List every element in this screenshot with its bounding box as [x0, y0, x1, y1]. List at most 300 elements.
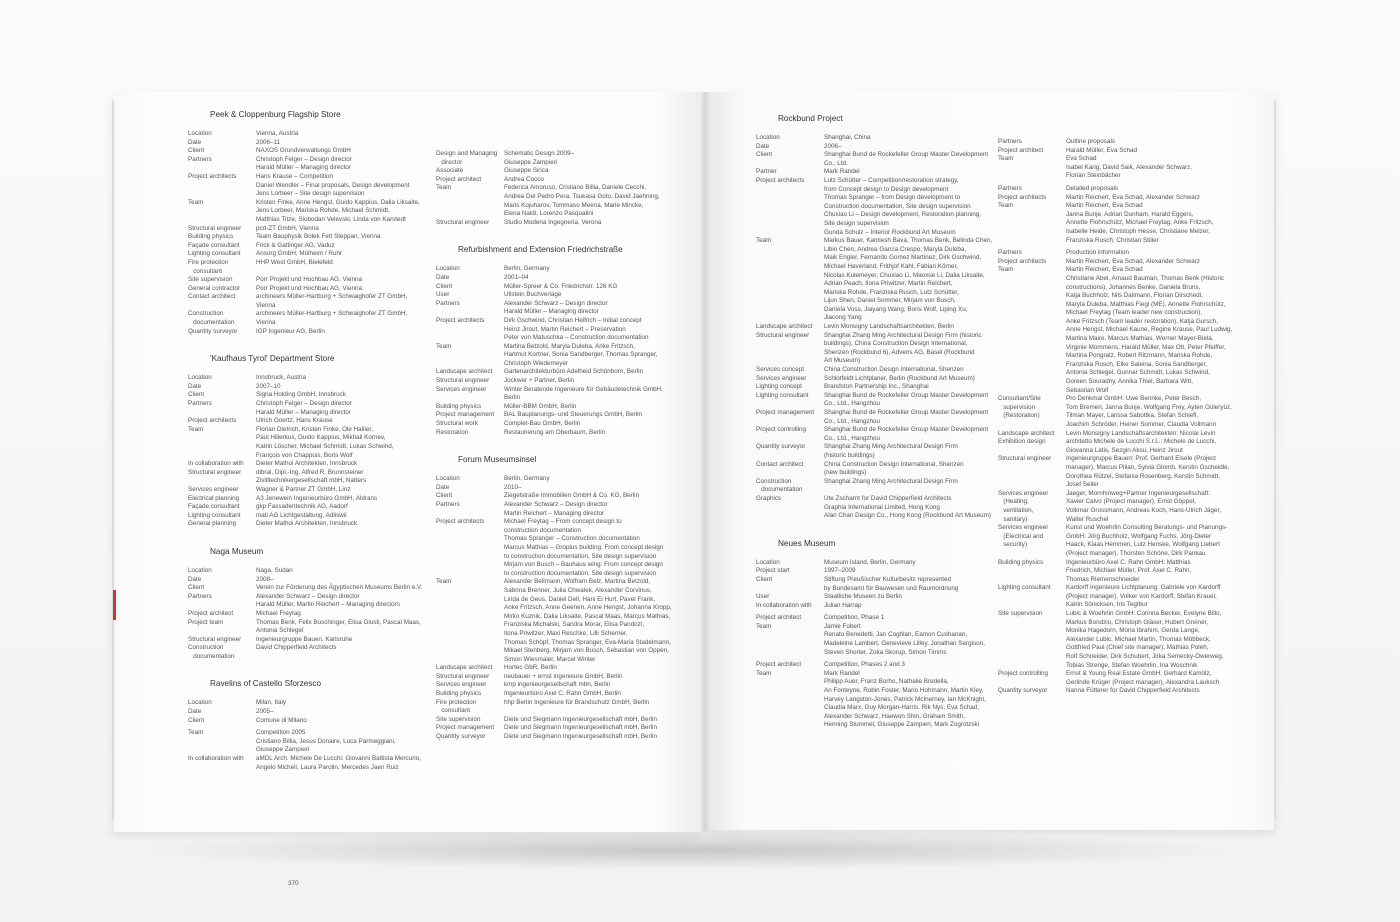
- credit-row: [436, 300, 688, 317]
- credit-value: Federica Amoruso, Cristiano Billia, Daniele Cecchi, Andrea Del Pedro Pera, Tsukasa Goto, David Jaehning, Maris Kojuharov, Tommaso Meena, Marie Mincke, Elena Naldi, Lorenzo Pasqualini: [504, 184, 660, 218]
- credit-value: Giuseppe Sirica: [504, 167, 549, 175]
- credit-value: Ernst & Young Real Estate GmbH: Gerhard Kamölz, Gerlinde Krüger (Project manager), Alexandra Lauksch: [1066, 670, 1220, 686]
- credit-label: Partners: [188, 592, 212, 600]
- credit-value: Comune di Milano: [256, 716, 307, 724]
- credit-label: Site supervision: [188, 276, 233, 284]
- credit-value: Nanna Fütterer for David Chipperfield Architects: [1066, 687, 1200, 695]
- credit-label: Restoration: [436, 428, 469, 436]
- credits-section: [188, 679, 426, 772]
- credit-label: Quantity surveyor: [436, 733, 486, 741]
- credit-label: Building physics: [188, 233, 234, 241]
- credit-label: Consultant/Site supervision (Restoration): [998, 395, 1041, 420]
- right-page-column-1: [756, 114, 994, 748]
- credit-value: Ullstein Buchverlage: [504, 291, 562, 299]
- credit-row: [188, 644, 426, 661]
- credit-value: BAL Bauplanungs- und Steuerungs GmbH, Berlin: [504, 411, 643, 419]
- credit-value: Jockwer + Partner, Berlin: [504, 377, 575, 385]
- credit-label: Services concept: [756, 366, 804, 374]
- credits-section: [188, 547, 426, 662]
- credit-value: Alexander Schwarz – Design director Martin Reichert – Managing director: [504, 501, 608, 517]
- credit-value: Vienna, Austria: [256, 130, 299, 137]
- credit-row: [756, 602, 994, 611]
- credit-row: [188, 199, 426, 225]
- credit-row: [188, 310, 426, 327]
- left-page-column-1: [188, 110, 426, 790]
- credit-label: Client: [188, 391, 205, 399]
- credit-label: Date: [756, 142, 770, 150]
- page-number: 370: [288, 880, 299, 887]
- credit-row: [188, 708, 426, 717]
- credit-label: Quantity surveyor: [756, 443, 806, 451]
- credit-label: Façade consultant: [188, 241, 240, 249]
- credit-value: archineers Müller-Hartburg + Schwaighofer ZT GmbH, Vienna: [256, 310, 408, 327]
- red-ribbon-mark: [113, 590, 116, 620]
- credit-label: Project team: [188, 618, 224, 626]
- credit-row: [436, 501, 688, 518]
- credit-label: Electrical planning: [188, 494, 240, 502]
- credit-row: [188, 383, 426, 392]
- credit-value: Staatliche Museen zu Berlin: [824, 593, 903, 601]
- credit-label: Project architect Team: [756, 614, 802, 630]
- credit-value: 1997–2009: [824, 567, 856, 575]
- credit-value: Jaeger, Mornhinweg+Partner Ingenieurgesellschaft: Xavier Calvo (Project manager), Ernst Göppel, Volkmar Grossmann, Andreas Koch, Hans-Ulrich Jäger, Walter Ruschel: [1066, 489, 1222, 523]
- credit-label: Location: [436, 475, 460, 483]
- credit-label: Services engineer: [436, 681, 487, 689]
- credit-row: [436, 724, 688, 733]
- credit-value: 2007–10: [256, 382, 281, 390]
- credit-label: Client: [756, 151, 773, 159]
- credit-label: Construction documentation: [756, 477, 803, 494]
- credit-label: Structural engineer: [436, 672, 490, 680]
- credit-value: Ulrich Goertz, Hans Krause: [256, 417, 333, 425]
- credit-label: Location: [188, 374, 212, 382]
- credit-label: Date: [436, 483, 450, 491]
- credit-row: [436, 386, 688, 403]
- credit-value: Ingenieurgruppe Bauen: Prof. Gerhard Eisele (Project manager), Marcus Pilian, Sylvia Glomb, Kerstin Gscheidle, Dorothea Rützel, Stefania Rosenberg, Kerstin Schmidt, Josef Seiler: [1066, 455, 1230, 489]
- credit-value: Ute Zscharnt for David Chipperfield Architects Graphia International Limited, Hong Kong Alan Chan Design Co., Hong Kong (Rockbund Art Museum): [824, 494, 991, 520]
- right-page-column-2: [998, 138, 1260, 714]
- credit-row: [188, 242, 426, 251]
- credit-label: Partners Project architects Team: [998, 184, 1047, 210]
- credit-value: Kunst und Woehrlin Consulting Beratungs- und Planungs- GmbH: Jörg Buchholz, Wolfgang Fuchs, Jörg-Dieter Haack, Klaas Hemmen, Lutz Henske, Wolfgang Liebert (Project manager), Thorsten Schöne, Dirk Pankau: [1066, 524, 1228, 557]
- section-title: Refurbishment and Extension Friedrichstraße: [458, 245, 623, 255]
- credit-label: In collaboration with: [188, 460, 244, 468]
- credit-value: Shanghai, China: [824, 134, 871, 141]
- credit-value: Innsbruck, Austria: [256, 374, 307, 382]
- credit-value: kmp ingenieurgesellschaft mbh, Berlin: [504, 681, 611, 689]
- credit-row: [188, 576, 426, 585]
- credit-label: Design and Managing director: [436, 150, 498, 166]
- credit-value: Alexander Bellmann, Wolfram Belz, Martina Betzold, Sabrina Brenner, Julia Chwalek, Alexander Corvinus, Linda de Geus, Daniel Dell, Hani El Hurt, Pavel Frank, Anke Fritzsch, Anne Geenen, Anne Hengst, Johanna Kropp, Mirko Kuznik, Dalia Liksaite, Pascal Maas, Marcus Mathias, Franziska Michalski, Sandra Morar, Elisa Pandozi, Ilona Priwitzer, Maxi Reschke, Lilli Scherner, Thomas Schöpf, Thomas Spranger, Eva-Maria Stadelmann, Mikael Stenberg, Mirjam von Busch, Sebastian von Oppen, Simon Wiesmaier, Marcel Winter: [504, 578, 672, 663]
- credit-row: [756, 383, 994, 392]
- left-page-column-2: [436, 150, 688, 760]
- credit-value: Complet-Bau GmbH, Berlin: [504, 420, 581, 428]
- credit-label: Client: [188, 716, 205, 724]
- credit-label: Partner: [756, 168, 777, 176]
- credit-label: Partners Project architect Team: [998, 138, 1044, 163]
- credits-section: [436, 150, 688, 227]
- book-shadow: [120, 830, 1250, 870]
- credit-label: Team: [188, 729, 204, 737]
- credit-row: [188, 755, 426, 772]
- credit-label: Quantity surveyor: [998, 687, 1048, 695]
- credit-row: [756, 559, 994, 568]
- credit-value: Michael Freytag: [256, 609, 301, 617]
- credit-label: Landscape architect: [436, 368, 493, 376]
- credit-value: Alexander Schwarz – Design director Harald Müller – Managing director: [504, 299, 608, 316]
- credit-value: Levin Monsigny Landschaftsarchitekten, Berlin: [824, 323, 954, 331]
- credit-value: China Construction Design International, Shenzen (new buildings): [824, 460, 964, 477]
- credit-label: Date: [188, 382, 202, 390]
- credit-label: Structural work: [436, 420, 478, 428]
- credit-row: [756, 168, 994, 177]
- credit-label: Building physics: [998, 558, 1044, 566]
- credit-label: Fire protection consultant: [188, 258, 229, 275]
- credit-row: [188, 285, 426, 294]
- credit-row: [436, 343, 688, 369]
- credit-value: Winter Beratende Ingenieure für Gebäudetechnik GmbH, Berlin: [504, 385, 663, 402]
- section-title: Ravelins of Castello Sforzesco: [210, 679, 322, 689]
- credit-row: [436, 403, 688, 412]
- credit-value: hhp Berlin Ingenieure für Brandschutz GmbH, Berlin: [504, 698, 650, 706]
- credit-label: Lighting concept: [756, 383, 802, 391]
- credit-row: [756, 426, 994, 443]
- credit-label: Fire protection consultant: [436, 698, 477, 715]
- credit-label: Structural engineer: [188, 468, 242, 476]
- section-title: Peek & Cloppenburg Flagship Store: [210, 110, 341, 119]
- credit-row: [188, 391, 426, 400]
- credit-row: [756, 567, 994, 576]
- credit-value: Wagner & Partner ZT GmbH, Linz: [256, 485, 351, 493]
- credit-row: [188, 293, 426, 310]
- section-title: Neues Museum: [778, 538, 836, 548]
- credit-row: [436, 265, 688, 274]
- credit-label: Quantity surveyor: [188, 327, 238, 335]
- credit-label: Contact architect: [188, 293, 236, 301]
- credit-label: Landscape architect: [756, 323, 813, 331]
- credit-row: [436, 475, 688, 484]
- credit-label: Project architect: [188, 609, 234, 617]
- credit-label: In collaboration with: [188, 755, 244, 763]
- credit-label: Services engineer: [756, 374, 807, 382]
- credit-label: Lighting consultant: [188, 250, 241, 258]
- credit-value: Competition 2005 Cristiano Billia, Jesus Donaire, Luca Parmeggiani, Giuseppe Zampieri: [256, 729, 396, 754]
- credit-value: Martina Betzold, Maryla Duleba, Anke Fritzsch, Hartmut Kortner, Sonia Sandberger, Thomas Spranger, Christoph Wiedemeyer: [504, 342, 658, 367]
- credit-row: [436, 420, 688, 429]
- credit-label: Location: [188, 130, 212, 137]
- credit-label: Partners: [188, 155, 212, 163]
- credit-value: Shanghai Bund de Rockefeller Group Master Development Co., Ltd.: [824, 151, 989, 167]
- credit-value: Schematic Design 2009– Giuseppe Zampieri: [504, 150, 575, 166]
- credit-value: 2010–: [504, 483, 522, 491]
- credit-value: Milan, Italy: [256, 699, 287, 707]
- credit-row: [188, 173, 426, 199]
- credit-value: A3 Jenewein Ingenieurbüro GmbH, Aldrans: [256, 494, 378, 502]
- credit-label: Project controlling: [998, 670, 1049, 678]
- credit-label: Structural engineer: [756, 331, 810, 339]
- credit-row: [756, 593, 994, 602]
- credit-label: Team: [436, 578, 452, 586]
- credit-value: Competition, Phase 1 Jamie Fobert Renato Benedetti, Jan Coghlan, Eamon Cushanan, Madeleine Lambert, Genevieve Lilley, Jonathan Sergison, Steven Shorter, Zoka Skorup, Simon Timms: [824, 614, 985, 656]
- credit-value: Julian Harrap: [824, 601, 862, 609]
- credit-row: [756, 323, 994, 332]
- credit-value: archineers Müller-Hartburg + Schwaighofer ZT GmbH, Vienna: [256, 293, 408, 309]
- credit-label: Location: [188, 566, 212, 574]
- credit-label: Date: [188, 138, 202, 146]
- credit-value: Brandston Partnership Inc., Shanghai: [824, 383, 929, 391]
- credit-value: Kardorff Ingenieure Lichtplanung: Gabriele von Kardorff (Project manager), Volker von Kardorff, Stefan Krauel, Katrin Sönicksen, Iris Tegtbur: [1066, 584, 1221, 609]
- credit-row: [998, 249, 1260, 395]
- credit-row: [188, 636, 426, 645]
- credit-row: [436, 283, 688, 292]
- credit-value: Shanghai Bund de Rockefeller Group Master Development Co., Ltd., Hangzhou: [824, 409, 989, 425]
- credit-value: Berlin, Germany: [504, 265, 550, 273]
- credit-row: [998, 430, 1260, 456]
- credit-value: pcd-ZT GmbH, Vienna: [256, 224, 319, 232]
- credit-row: [188, 520, 426, 529]
- credit-label: Team: [436, 184, 452, 192]
- credit-row: [188, 460, 426, 469]
- credit-row: [188, 593, 426, 610]
- credit-label: General contractor: [188, 284, 241, 292]
- credit-row: [756, 392, 994, 409]
- credit-label: Façade consultant: [188, 503, 240, 511]
- credit-row: [436, 411, 688, 420]
- credit-value: mati AG Lichtgestaltung, Adliswil: [256, 511, 347, 519]
- credit-value: Diete und Siegmann Ingenieurgesellschaft mbH, Berlin: [504, 733, 657, 741]
- credit-label: Project architects: [436, 316, 485, 324]
- credit-value: Lutz Schütter – Competition/restoration strategy, from Concept design to Design development Thomas Spranger – from Design development to Construction documentation, Site design supervision Chuxiao Li – Design development, Restoration planning, Site design supervision Gunda Schulz – Interior Rockbund Art Museum: [824, 176, 982, 236]
- credit-row: [436, 484, 688, 493]
- left-page: [114, 92, 704, 887]
- credit-label: User: [436, 291, 450, 299]
- credit-row: [188, 225, 426, 234]
- credits-section: [436, 455, 688, 741]
- credit-row: [436, 429, 688, 438]
- credit-label: Project management: [756, 409, 815, 416]
- credit-row: [188, 486, 426, 495]
- credit-value: Berlin, Germany: [504, 475, 550, 483]
- credit-row: [188, 233, 426, 242]
- credit-row: [436, 150, 688, 167]
- credit-row: [436, 368, 688, 377]
- credit-label: Contact architect: [756, 460, 804, 468]
- credit-label: Date: [436, 273, 450, 281]
- credit-row: [998, 185, 1260, 245]
- credit-label: Project architects: [756, 176, 805, 184]
- credit-label: Team: [756, 237, 772, 245]
- credit-row: [756, 661, 994, 730]
- credit-row: [756, 409, 994, 426]
- credit-label: Services engineer (Heating, ventilation, sanitary): [998, 489, 1049, 523]
- credit-label: Client: [436, 492, 453, 500]
- credit-value: Schlotfeldt Lichtplaner, Berlin (Rockbund Art Museum): [824, 374, 975, 382]
- credit-label: Construction documentation: [188, 644, 235, 660]
- credit-label: Location: [188, 699, 212, 707]
- credits-section: [756, 114, 994, 521]
- credit-row: [188, 147, 426, 156]
- credit-row: [756, 576, 994, 593]
- credit-row: [756, 151, 994, 168]
- credit-value: Porr Projekt und Hochbau AG, Vienna: [256, 276, 362, 284]
- credit-value: HHP West GmbH, Bielefeld: [256, 258, 333, 266]
- credit-row: [188, 503, 426, 512]
- credit-label: Project controlling: [756, 426, 807, 434]
- credit-label: Graphics: [756, 494, 782, 502]
- credit-value: Stiftung Preußischer Kulturbesitz represented by Bundesamt für Bauwesen und Raumordnung: [824, 575, 959, 592]
- credit-value: Gartenarchitekturbüro Adelheid Schönborn, Berlin: [504, 368, 643, 376]
- credit-value: Hortec GbR, Berlin: [504, 664, 557, 672]
- credit-row: [436, 681, 688, 690]
- credit-row: [436, 733, 688, 742]
- credits-section: [998, 138, 1260, 696]
- credit-value: Kristen Finke, Anne Hengst, Guido Kappius, Dalia Liksaite, Jens Lorbeer, Mariska Rohde, Michael Schmidt, Matthias Titze, Slobodan Velevski, Linda von Karstedt: [256, 198, 420, 223]
- credit-label: Site supervision: [998, 610, 1043, 618]
- credit-row: [188, 276, 426, 285]
- credit-label: Project management: [436, 724, 495, 732]
- credit-row: [436, 176, 688, 185]
- credit-label: Landscape architect: [436, 664, 493, 672]
- credit-label: Client: [436, 282, 453, 290]
- credit-label: General planning: [188, 520, 236, 528]
- credit-value: aMDL Arch. Michele De Lucchi: Giovanni Battista Mercurio, Angelo Micheli, Laura Parolin, Mercedes Jaen Ruiz: [256, 755, 421, 771]
- credit-row: [998, 138, 1260, 181]
- credit-value: dibral, Dipl.-Ing. Alfred R. Brunnsteiner Zivilltechnikergesellschaft mbH, Natters: [256, 468, 367, 485]
- credit-value: 2001–04: [504, 273, 529, 281]
- credit-label: Project architect Team: [756, 661, 802, 677]
- credit-value: Porr Projekt und Hochbau AG, Vienna: [256, 284, 362, 292]
- credit-row: [436, 167, 688, 176]
- credit-row: [436, 690, 688, 699]
- credit-row: [756, 237, 994, 323]
- credit-value: Müller-BBM GmbH, Berlin: [504, 402, 577, 410]
- credit-row: [188, 584, 426, 593]
- credit-row: [436, 317, 688, 343]
- credit-row: [998, 670, 1260, 687]
- credit-value: gkp Fassadentechnik AG, Aadorf: [256, 503, 348, 511]
- credit-value: Hans Krause – Competition Daniel Wendler – Final proposals, Design development Jens Lorbeer – Site design supervision: [256, 172, 410, 198]
- credit-row: [998, 584, 1260, 610]
- credit-row: [436, 377, 688, 386]
- credit-value: Diete und Siegmann Ingenieurgesellschaft mbH, Berlin: [504, 715, 657, 723]
- credit-value: Shanghai Zhang Ming Architectural Design Firm (historic buildings): [824, 443, 958, 459]
- credit-row: [188, 610, 426, 619]
- credit-value: Verein zur Förderung des Ägyptischen Museums Berlin e.V.: [256, 584, 423, 592]
- credit-row: [756, 443, 994, 460]
- credit-label: Structural engineer: [188, 224, 242, 232]
- credits-section: [188, 110, 426, 336]
- credit-row: [188, 717, 426, 726]
- credit-row: [756, 375, 994, 384]
- credit-row: [188, 374, 426, 383]
- credit-value: Studio Modena Ingegneria, Verona: [504, 218, 602, 226]
- credit-label: Partners Project architects Team: [998, 249, 1047, 274]
- book-spine-shadow: [700, 92, 710, 832]
- credit-label: Partners: [188, 400, 212, 408]
- credit-row: [756, 461, 994, 478]
- credit-value: Markus Bauer, Kamlesh Bava, Thomas Benk, Belinda Chen, Libin Chen, Andrea García Crespo, Maryla Duleba, Maik Engler, Fernando Gomez Martinez, Dirk Gschwind, Michael Haverland, Frithjof Kahl, Fabian Körner, Nicolas Kulemeyer, Chuxiao Li, Maoxue Li, Dalia Liksaite, Adrian Peach, Ilona Priwitzer, Martin Reichert, Mariska Rohde, Franziska Rusch, Lutz Schütter, Lijun Shen, Daniel Sommer, Mirjam von Busch, Daniela Voss, Jiayang Wang, Boris Wolf, Liping Xu, Jiacong Yang: [824, 237, 993, 322]
- credit-value: Ansorg GmbH, Mülheim / Ruhr: [256, 250, 343, 258]
- credit-row: [756, 134, 994, 143]
- credit-row: [188, 156, 426, 173]
- credit-value: Ziegelstraße Immobilien GmbH & Co. KG, Berlin: [504, 492, 640, 500]
- credit-row: [436, 219, 688, 228]
- credit-row: [998, 559, 1260, 585]
- credit-value: Andrea Cocco: [504, 175, 544, 183]
- credit-value: Dieter Mathoi Architekten, Innsbruck: [256, 460, 358, 468]
- credit-value: Ingenieurbüro Axel C. Rahn GmbH, Berlin: [504, 690, 621, 698]
- credit-label: Site supervision: [436, 715, 481, 723]
- credit-row: [998, 490, 1260, 524]
- section-title: 'Kaufhaus Tyrol' Department Store: [210, 354, 335, 364]
- credit-value: Alexander Schwarz – Design director Harald Müller, Martin Reichert – Managing directors: [256, 592, 400, 609]
- credit-value: Müller-Spreer & Co. Friedrichstr. 126 KG: [504, 282, 618, 290]
- credit-label: Building physics: [436, 402, 482, 410]
- credit-value: Production information Martin Reichert, Eva Schad, Alexander Schwarz Martin Reichert, Eva Schad Christiane Abel, Arnaud Bauman, Thomas Benk (Historic constructions), Johannes Benke, Daniela Bruns, Katja Buchholz, Nils Dallmann, Florian Dirschedl, Maryla Duleba, Matthias Fiegl (ME), Annette Flohrschütz, Michael Freytag (Team leader new construction), Anke Fritzsch (Team leader restoration), Katja Gursch, Anne Hengst, Michael Kaune, Regine Krause, Paul Ludwig, Martina Maire, Marcus Mathias, Werner Mayer-Biela, Virginie Mommens, Harald Müller, Max Ott, Peter Pfeiffer, Martina Pongratz, Robert Ritzmann, Mariska Rohde, Franziska Rusch, Elke Saleina, Sonia Sandberger, Antonia Schlegel, Gunnar Schmidt, Lukas Schwind, Doreen Souradny, Annika Thiel, Barbara Witt, Sebastian Wolf: [1066, 249, 1233, 394]
- credit-row: [188, 495, 426, 504]
- credit-value: Signa Holding GmbH, Innsbruck: [256, 391, 346, 399]
- credit-value: 2006–: [824, 142, 842, 150]
- credit-value: Shanghai Bund de Rockefeller Group Master Development Co., Ltd., Hangzhou: [824, 391, 989, 408]
- credit-value: Ingenieurgruppe Bauen, Karlsruhe: [256, 635, 353, 643]
- credit-label: Client: [188, 584, 205, 592]
- credit-label: Location: [756, 558, 780, 566]
- credit-row: [188, 328, 426, 337]
- section-title: Forum Museumsinsel: [458, 455, 537, 465]
- credit-value: 2005–: [256, 708, 274, 716]
- credit-label: Location: [756, 134, 780, 141]
- credit-row: [188, 250, 426, 259]
- credit-value: Shanghai Bund de Rockefeller Group Master Development Co., Ltd., Hangzhou: [824, 426, 989, 442]
- credit-row: [998, 455, 1260, 489]
- right-page: [704, 92, 1274, 830]
- credit-row: [436, 578, 688, 664]
- credit-value: Restaurierung am Oberbaum, Berlin: [504, 428, 606, 436]
- credit-value: Frick & Gattinger AG, Vaduz: [256, 241, 335, 249]
- credit-label: Client: [756, 575, 773, 583]
- credits-section: [756, 539, 994, 730]
- credit-value: Florian Dietrich, Kristen Finke, Ole Hallier, Paul Hillerkus, Guido Kappius, Mikhail Kornev, Katrin Löscher, Michael Schmidt, Lukas Schwind, François von Chappuis, Boris Wolf: [256, 425, 394, 459]
- credit-value: Naga, Sudan: [256, 566, 293, 574]
- credit-label: Project architect: [436, 175, 482, 183]
- credit-row: [436, 664, 688, 673]
- credit-label: Structural engineer: [998, 455, 1052, 463]
- credit-value: Museum Island, Berlin, Germany: [824, 558, 916, 566]
- credit-row: [188, 699, 426, 708]
- credit-row: [436, 699, 688, 716]
- credit-label: Services engineer: [188, 485, 239, 493]
- credit-value: Levin Monsigny Landschaftsarchitekten: Nicolai Levin architetto Michele de Lucchi S.r.L.: Michele de Lucchi, Giovanna Latis, Sezgin Aksu, Heinz Jirout: [1066, 429, 1217, 454]
- credit-label: Landscape architect Exhibition design: [998, 429, 1055, 446]
- credit-row: [756, 332, 994, 366]
- section-title: Naga Museum: [210, 546, 264, 556]
- credit-row: [188, 400, 426, 417]
- credit-row: [436, 492, 688, 501]
- credit-row: [756, 143, 994, 152]
- credit-label: Project start: [756, 567, 790, 575]
- credit-value: Team Bauphysik Bolek Fett Steppan, Vienna: [256, 233, 381, 241]
- credit-label: Lighting consultant: [188, 511, 241, 519]
- credit-value: Lubic & Woehrlin GmbH: Corinna Becker, Evelyne Billo, Markus Bondzio, Christoph Gläser, Hubert Greiner, Monika Hagedorn, Mona Ibrahim, Gerda Lange, Alexander Lubic, Michael Martin, Thomas Möbbeck, Gottfried Paul (Chief site manager), Mathias Poleh, Rolf Schneider, Dirk Schubert, Jirka Semecky-Owerweg, Tobias Strenge, Stefan Woehrlin, Ina Woschnik: [1066, 610, 1224, 669]
- credit-row: [436, 274, 688, 283]
- credit-label: Structural engineer: [436, 377, 490, 385]
- credit-label: Partners: [436, 299, 460, 307]
- credit-label: Project management: [436, 411, 495, 419]
- credit-value: Diete und Siegmann Ingenieurgesellschaft mbH, Berlin: [504, 724, 657, 732]
- credit-row: [188, 729, 426, 755]
- credit-value: Competition, Phases 2 and 3 Mark Randel Philipp Auer, Franz Borho, Nathalie Bredella, An Fonteyne, Robin Foster, Mario Hohmann, Martin Kley, Harvey Langston-Jones, Patrick McInerney, Ian McKnight, Claudia Marx, Guy Morgan-Harris, Rik Nys, Eva Schad, Alexander Schwarz, Haewon Shin, Graham Smith, Henning Stummel, Giuseppe Zampieri, Mark Zogrotzski: [824, 661, 986, 729]
- credit-label: Date: [188, 708, 202, 716]
